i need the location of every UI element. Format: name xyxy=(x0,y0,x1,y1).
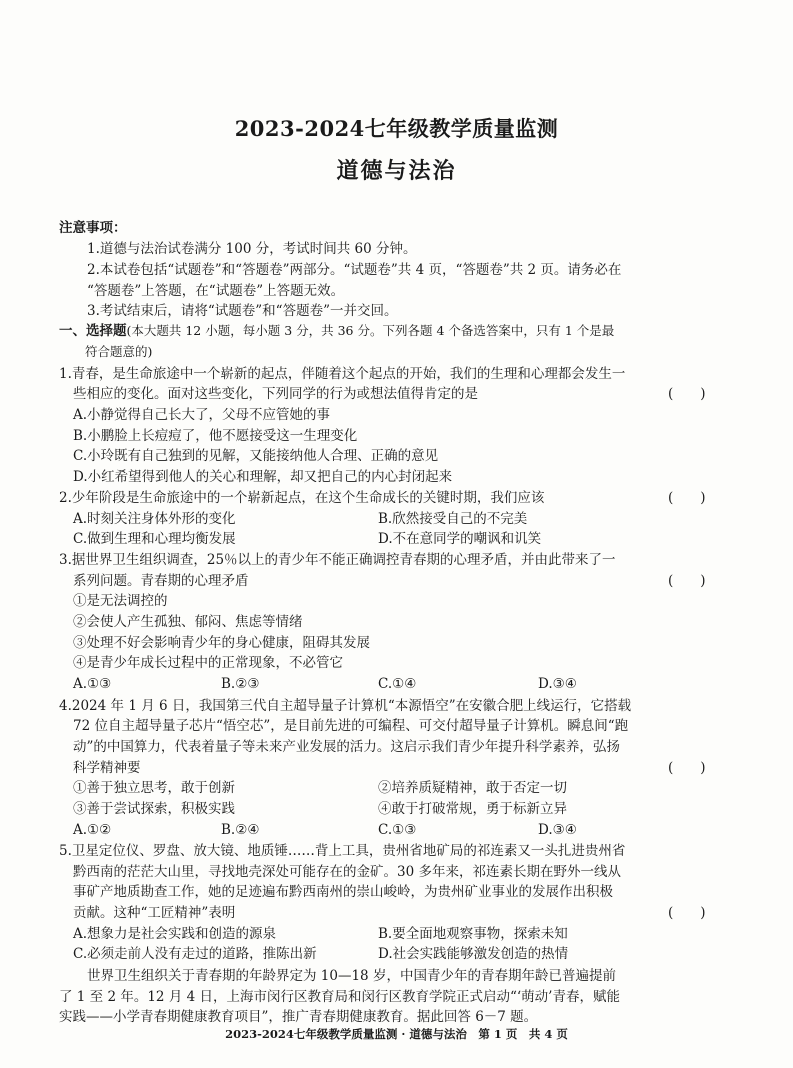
q3-statement-1: ①是无法调控的 xyxy=(73,593,168,609)
q1-answer-blank: ( ) xyxy=(668,386,706,402)
q3-answer-blank: ( ) xyxy=(668,573,706,589)
q4-stem: 4.2024 年 1 月 6 日，我国第三代自主超导量子计算机“本源悟空”在安徽合肥上线运行，它搭载 xyxy=(59,698,632,714)
q2-option-c: C.做到生理和心理均衡发展 xyxy=(73,531,236,547)
q4-option-b: B.②④ xyxy=(221,822,260,838)
q1-stem: 1.青春，是生命旅途中一个崭新的起点，伴随着这个起点的开始，我们的生理和心理都会发生一 xyxy=(59,366,626,382)
q1-stem-cont: 些相应的变化。面对这些变化，下列同学的行为或想法值得肯定的是 xyxy=(73,386,478,402)
q1-option-d: D.小红希望得到他人的关心和理解，却又把自己的内心封闭起来 xyxy=(73,469,453,485)
section-description-cont: 符合题意的) xyxy=(85,344,153,359)
q5-stem-cont-3: 贡献。这种“工匠精神”表明 xyxy=(73,905,236,921)
q3-statement-3: ③处理不好会影响青少年的身心健康，阻碍其发展 xyxy=(73,635,370,651)
q4-statement-4: ④敢于打破常规，勇于标新立异 xyxy=(378,801,567,817)
q1-option-b: B.小鹏脸上长痘痘了，他不愿接受这一生理变化 xyxy=(73,428,358,444)
q5-stem: 5.卫星定位仪、罗盘、放大镜、地质锤……背上工具，贵州省地矿局的祁连素又一头扎进贵州省 xyxy=(59,843,626,859)
q5-option-a: A.想象力是社会实践和创造的源泉 xyxy=(73,926,277,942)
q3-stem-cont: 系列问题。青春期的心理矛盾 xyxy=(73,573,249,589)
notice-item-3: 3.考试结束后，请将“试题卷”和“答题卷”一并交回。 xyxy=(87,303,398,319)
section-heading: 一、选择题 xyxy=(59,323,127,339)
notice-item-2-cont: “答题卷”上答题，在“试题卷”上答题无效。 xyxy=(87,283,345,299)
q4-option-c: C.①③ xyxy=(378,822,417,838)
q5-answer-blank: ( ) xyxy=(668,905,706,921)
q4-statement-2: ②培养质疑精神，敢于否定一切 xyxy=(378,780,567,796)
q4-option-d: D.③④ xyxy=(538,822,577,838)
material-paragraph-cont-1: 了 1 至 2 年。12 月 4 日，上海市闵行区教育局和闵行区教育学院正式启动“‘萌动’青春，赋能 xyxy=(59,989,620,1005)
q2-option-b: B.欣然接受自己的不完美 xyxy=(378,511,528,527)
exam-title: 2023-2024七年级教学质量监测 xyxy=(234,116,559,141)
q5-option-d: D.社会实践能够激发创造的热情 xyxy=(378,946,569,962)
notice-item-1: 1.道德与法治试卷满分 100 分，考试时间共 60 分钟。 xyxy=(87,241,417,257)
q4-statement-3: ③善于尝试探索，积极实践 xyxy=(73,801,235,817)
subject-title: 道德与法治 xyxy=(336,158,457,184)
section-heading-row xyxy=(59,322,614,340)
q4-option-a: A.①② xyxy=(73,822,112,838)
q3-option-d: D.③④ xyxy=(538,676,577,692)
material-paragraph: 世界卫生组织关于青春期的年龄界定为 10—18 岁，中国青少年的青春期年龄已普遍提前 xyxy=(87,968,616,984)
q3-statement-2: ②会使人产生孤独、郁闷、焦虑等情绪 xyxy=(73,614,303,630)
q4-stem-cont-3: 科学精神要 xyxy=(73,760,141,776)
q2-answer-blank: ( ) xyxy=(668,490,706,506)
q1-option-c: C.小玲既有自己独到的见解，又能接纳他人合理、正确的意见 xyxy=(73,448,439,464)
q3-stem: 3.据世界卫生组织调查，25％以上的青少年不能正确调控青春期的心理矛盾，并由此带来了一 xyxy=(59,552,616,568)
q4-statement-1: ①善于独立思考，敢于创新 xyxy=(73,780,235,796)
q3-option-c: C.①④ xyxy=(378,676,417,692)
q3-option-b: B.②③ xyxy=(221,676,260,692)
page-footer: 2023-2024七年级教学质量监测 · 道德与法治 第 1 页 共 4 页 xyxy=(225,1027,568,1041)
q2-option-d: D.不在意同学的嘲讽和讥笑 xyxy=(378,531,542,547)
q2-stem: 2.少年阶段是生命旅途中的一个崭新起点，在这个生命成长的关键时期，我们应该 xyxy=(59,490,545,506)
material-paragraph-cont-2: 实践——小学青春期健康教育项目”，推广青春期健康教育。据此回答 6－7 题。 xyxy=(59,1009,538,1025)
q3-option-a: A.①③ xyxy=(73,676,112,692)
q5-stem-cont-2: 事矿产地质勘查工作，她的足迹遍布黔西南州的崇山峻岭，为贵州矿业事业的发展作出积极 xyxy=(73,884,613,900)
q3-statement-4: ④是青少年成长过程中的正常现象，不必管它 xyxy=(73,655,343,671)
q2-option-a: A.时刻关注身体外形的变化 xyxy=(73,511,236,527)
q4-stem-cont-2: 动”的中国算力，代表着量子等未来产业发展的活力。这启示我们青少年提升科学素养，弘扬 xyxy=(73,739,620,755)
q5-stem-cont-1: 黔西南的茫茫大山里，寻找地壳深处可能存在的金矿。30 多年来，祁连素长期在野外一线从 xyxy=(73,864,621,880)
q4-answer-blank: ( ) xyxy=(668,760,706,776)
q5-option-c: C.必须走前人没有走过的道路，推陈出新 xyxy=(73,946,317,962)
q4-stem-cont-1: 72 位自主超导量子芯片“悟空芯”，是目前先进的可编程、可交付超导量子计算机。瞬息间“跑 xyxy=(73,718,629,734)
q5-option-b: B.要全面地观察事物，探索未知 xyxy=(378,926,568,942)
section-description: (本大题共 12 小题，每小题 3 分，共 36 分。下列各题 4 个备选答案中，只有 1 个是最 xyxy=(126,323,615,338)
notice-item-2: 2.本试卷包括“试题卷”和“答题卷”两部分。“试题卷”共 4 页，“答题卷”共 2 页。请务必在 xyxy=(87,262,622,278)
q1-option-a: A.小静觉得自己长大了，父母不应管她的事 xyxy=(73,407,331,423)
notice-heading: 注意事项： xyxy=(59,220,127,236)
